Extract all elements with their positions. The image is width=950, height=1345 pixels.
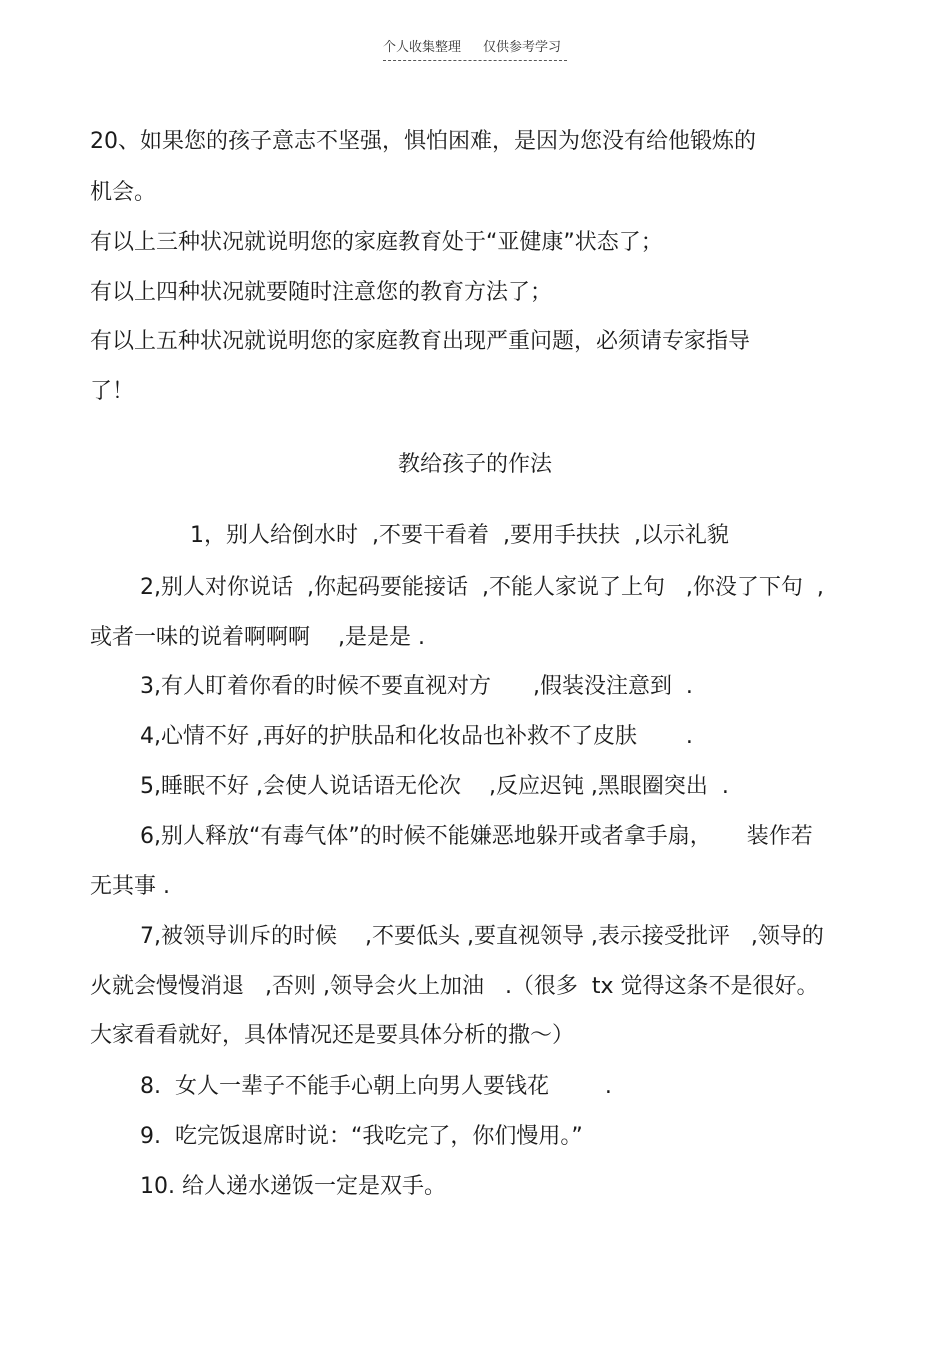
tip-5-line-1: 5,睡眠不好 ,会使人说话语无伦次 ,反应迟钝 ,黑眼圈突出 . <box>140 774 729 799</box>
header-right-text: 仅供参考学习 <box>483 40 562 55</box>
tip-9-line-1: 9. 吃完饭退席时说：“我吃完了，你们慢用。” <box>140 1124 583 1149</box>
tip-8-line-1: 8. 女人一辈子不能手心朝上向男人要钱花 . <box>140 1074 612 1099</box>
item-20-line-1: 20、如果您的孩子意志不坚强，惧怕困难，是因为您没有给他锻炼的 <box>90 129 756 154</box>
section-title: 教给孩子的作法 <box>397 452 552 477</box>
summary-three: 有以上三种状况就说明您的家庭教育处于“亚健康”状态了； <box>90 230 663 255</box>
tip-6-line-2: 无其事 . <box>90 874 170 899</box>
header-left-text: 个人收集整理 <box>383 40 462 55</box>
tip-6-line-1: 6,别人释放“有毒气体”的时候不能嫌恶地躲开或者拿手扇， 装作若 <box>140 824 813 849</box>
tip-4-line-1: 4,心情不好 ,再好的护肤品和化妆品也补救不了皮肤 . <box>140 724 693 749</box>
tip-2-line-2: 或者一味的说着啊啊啊 ,是是是 . <box>90 625 425 650</box>
summary-four: 有以上四种状况就要随时注意您的教育方法了； <box>90 280 553 305</box>
tip-1-line-1: 1，别人给倒水时 ,不要干看着 ,要用手扶扶 ,以示礼貌 <box>190 523 729 548</box>
tip-3-line-1: 3,有人盯着你看的时候不要直视对方 ,假装没注意到 . <box>140 674 693 699</box>
tip-2-line-1: 2,别人对你说话 ,你起码要能接话 ,不能人家说了上句 ,你没了下句 , <box>140 575 824 600</box>
tip-7-line-3: 大家看看就好，具体情况还是要具体分析的撒～） <box>90 1023 575 1048</box>
summary-five-line-1: 有以上五种状况就说明您的家庭教育出现严重问题，必须请专家指导 <box>90 329 751 354</box>
tip-10-line-1: 10. 给人递水递饭一定是双手。 <box>140 1174 446 1199</box>
page-header <box>383 38 567 61</box>
tip-7-line-2: 火就会慢慢消退 ,否则 ,领导会火上加油 .（很多 tx 觉得这条不是很好。 <box>90 974 819 999</box>
summary-five-line-2: 了！ <box>90 379 135 404</box>
item-20-line-2: 机会。 <box>90 180 157 205</box>
tip-7-line-1: 7,被领导训斥的时候 ,不要低头 ,要直视领导 ,表示接受批评 ,领导的 <box>140 924 824 949</box>
